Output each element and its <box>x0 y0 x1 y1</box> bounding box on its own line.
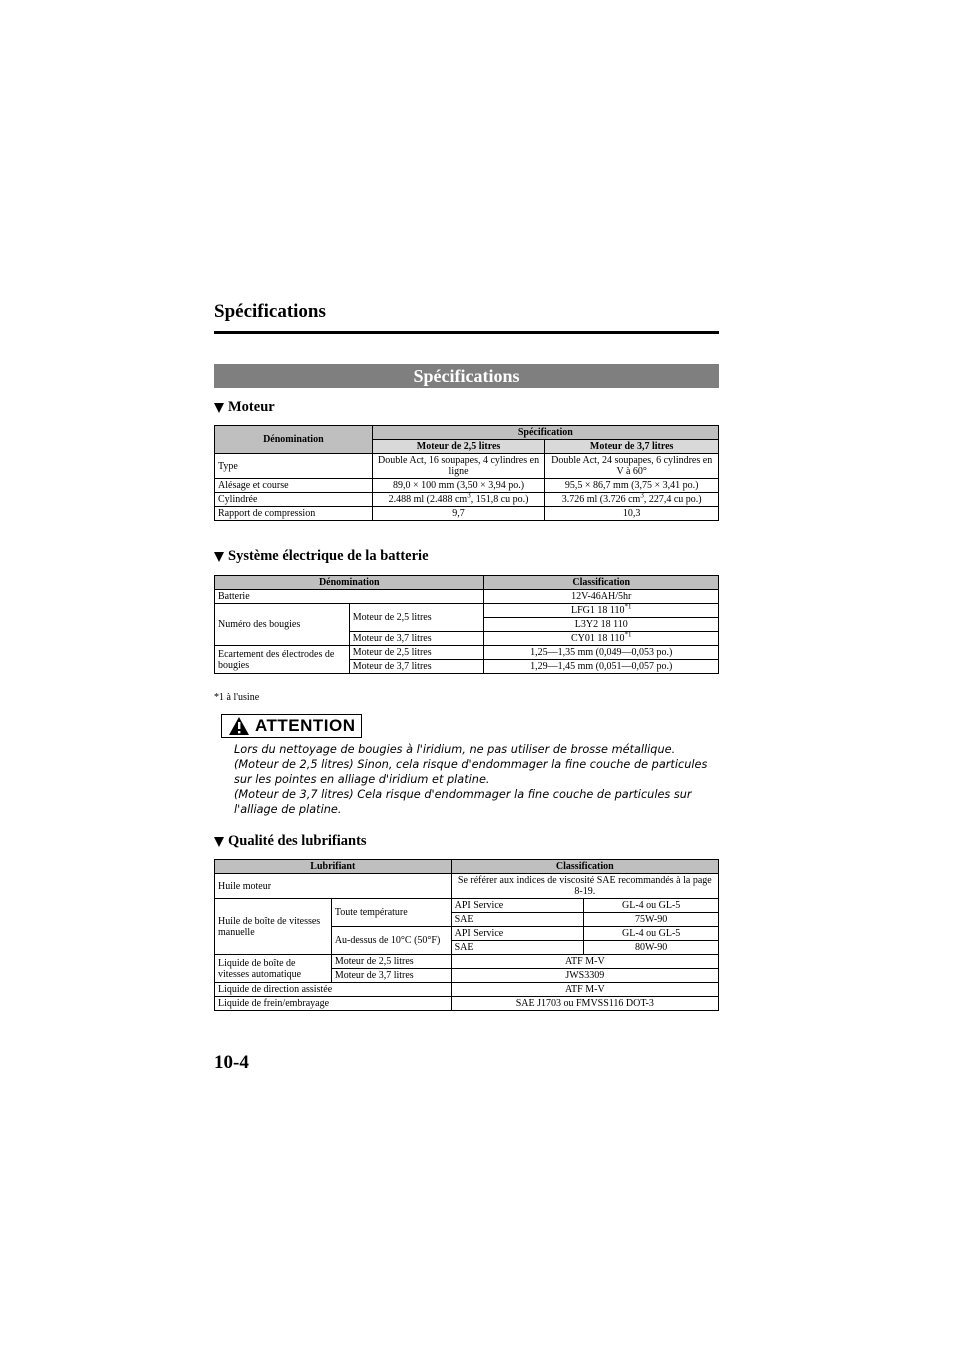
section-banner: Spécifications <box>214 364 719 388</box>
footnote: *1 à l'usine <box>214 692 260 703</box>
battery-col-class: Classification <box>484 576 719 590</box>
lubricants-heading-text: Qualité des lubrifiants <box>228 833 367 849</box>
attention-line: l'alliage de platine. <box>234 803 342 816</box>
steering-value: ATF M-V <box>451 983 718 997</box>
engine-row-label: Cylindrée <box>215 493 373 507</box>
table-row <box>215 590 719 604</box>
gap-value: 1,25—1,35 mm (0,049—0,053 po.) <box>484 646 719 660</box>
gap-value: 1,29—1,45 mm (0,051—0,057 po.) <box>484 660 719 674</box>
engine-heading-text: Moteur <box>228 399 275 415</box>
auto-engine-37: Moteur de 3,7 litres <box>331 969 451 983</box>
table-row <box>215 507 719 521</box>
sae-value: 80W-90 <box>584 941 719 955</box>
value-text: CY01 18 110 <box>570 633 625 644</box>
battery-table <box>214 575 719 674</box>
manual-label: Huile de boîte de vitesses manuelle <box>215 899 332 955</box>
triangle-down-icon <box>214 552 224 562</box>
plug-value <box>484 604 719 618</box>
battery-heading <box>214 548 429 565</box>
engine-col-name: Dénomination <box>215 426 373 454</box>
sae-label: SAE <box>451 913 584 927</box>
auto-value-25: ATF M-V <box>451 955 718 969</box>
gap-label: Ecartement des électrodes de bougies <box>215 646 350 674</box>
gl-value: GL-4 ou GL-5 <box>584 927 719 941</box>
value-text: 2.488 ml (2.488 cm <box>388 494 468 505</box>
superscript: 3 <box>640 491 644 500</box>
table-row <box>215 983 719 997</box>
engine-row-value: Double Act, 24 soupapes, 6 cylindres en V à 60° <box>545 454 719 479</box>
above-10-label: Au-dessus de 10°C (50°F) <box>331 927 451 955</box>
plug-value: L3Y2 18 110 <box>484 618 719 632</box>
header-rule <box>214 331 719 334</box>
attention-line: (Moteur de 3,7 litres) Cela risque d'endommager la fine couche de particules sur <box>234 788 692 801</box>
engine-heading <box>214 399 275 416</box>
api-service-label: API Service <box>451 927 584 941</box>
table-row <box>215 479 719 493</box>
battery-label: Batterie <box>215 590 484 604</box>
gap-engine-37: Moteur de 3,7 litres <box>349 660 484 674</box>
battery-heading-text: Système électrique de la batterie <box>228 548 429 564</box>
engine-table <box>214 425 719 521</box>
plug-value <box>484 632 719 646</box>
table-row <box>215 604 719 618</box>
lubricants-table <box>214 859 719 1011</box>
battery-value: 12V-46AH/5hr <box>484 590 719 604</box>
all-temp-label: Toute température <box>331 899 451 927</box>
engine-row-value: Double Act, 16 soupapes, 4 cylindres en ligne <box>372 454 545 479</box>
gl-value: GL-4 ou GL-5 <box>584 899 719 913</box>
superscript: *1 <box>624 630 632 639</box>
page-number: 10-4 <box>214 1052 249 1073</box>
lub-col-class: Classification <box>451 860 718 874</box>
engine-oil-label: Huile moteur <box>215 874 452 899</box>
auto-label: Liquide de boîte de vitesses automatique <box>215 955 332 983</box>
attention-label: ATTENTION <box>255 716 356 735</box>
brake-value: SAE J1703 ou FMVSS116 DOT-3 <box>451 997 718 1011</box>
superscript: *1 <box>624 602 632 611</box>
battery-col-name: Dénomination <box>215 576 484 590</box>
value-text: LFG1 18 110 <box>570 605 625 616</box>
engine-row-value <box>372 493 545 507</box>
table-row <box>215 454 719 479</box>
engine-row-label: Rapport de compression <box>215 507 373 521</box>
page-header-title: Spécifications <box>214 301 326 322</box>
triangle-down-icon <box>214 837 224 847</box>
engine-oil-value: Se référer aux indices de viscosité SAE recommandés à la page 8-19. <box>451 874 718 899</box>
engine-col-25: Moteur de 2,5 litres <box>372 440 545 454</box>
table-row <box>215 997 719 1011</box>
engine-row-value: 89,0 × 100 mm (3,50 × 3,94 po.) <box>372 479 545 493</box>
api-service-label: API Service <box>451 899 584 913</box>
sae-label: SAE <box>451 941 584 955</box>
plugs-engine-37: Moteur de 3,7 litres <box>349 632 484 646</box>
superscript: 3 <box>467 491 471 500</box>
attention-text <box>234 742 714 817</box>
table-row <box>215 874 719 899</box>
warning-icon <box>228 716 250 736</box>
engine-row-value: 95,5 × 86,7 mm (3,75 × 3,41 po.) <box>545 479 719 493</box>
engine-col-spec: Spécification <box>372 426 718 440</box>
table-row <box>215 493 719 507</box>
plugs-engine-25: Moteur de 2,5 litres <box>349 604 484 632</box>
triangle-down-icon <box>214 403 224 413</box>
engine-row-value <box>545 493 719 507</box>
engine-row-value: 9,7 <box>372 507 545 521</box>
table-row <box>215 899 719 913</box>
auto-value-37: JWS3309 <box>451 969 718 983</box>
lubricants-heading <box>214 833 367 850</box>
value-text: , 151,8 cu po.) <box>470 494 529 505</box>
lub-col-lubricant: Lubrifiant <box>215 860 452 874</box>
plugs-label: Numéro des bougies <box>215 604 350 646</box>
brake-label: Liquide de frein/embrayage <box>215 997 452 1011</box>
engine-row-label: Alésage et course <box>215 479 373 493</box>
auto-engine-25: Moteur de 2,5 litres <box>331 955 451 969</box>
attention-line: sur les pointes en alliage d'iridium et platine. <box>234 773 490 786</box>
engine-col-37: Moteur de 3,7 litres <box>545 440 719 454</box>
attention-line: Lors du nettoyage de bougies à l'iridium, ne pas utiliser de brosse métallique. <box>234 743 676 756</box>
gap-engine-25: Moteur de 2,5 litres <box>349 646 484 660</box>
engine-row-value: 10,3 <box>545 507 719 521</box>
attention-line: (Moteur de 2,5 litres) Sinon, cela risque d'endommager la fine couche de particules <box>234 758 708 771</box>
engine-row-label: Type <box>215 454 373 479</box>
table-row <box>215 646 719 660</box>
attention-box <box>221 714 362 738</box>
value-text: , 227,4 cu po.) <box>643 494 702 505</box>
table-row <box>215 955 719 969</box>
sae-value: 75W-90 <box>584 913 719 927</box>
steering-label: Liquide de direction assistée <box>215 983 452 997</box>
value-text: 3.726 ml (3.726 cm <box>561 494 641 505</box>
